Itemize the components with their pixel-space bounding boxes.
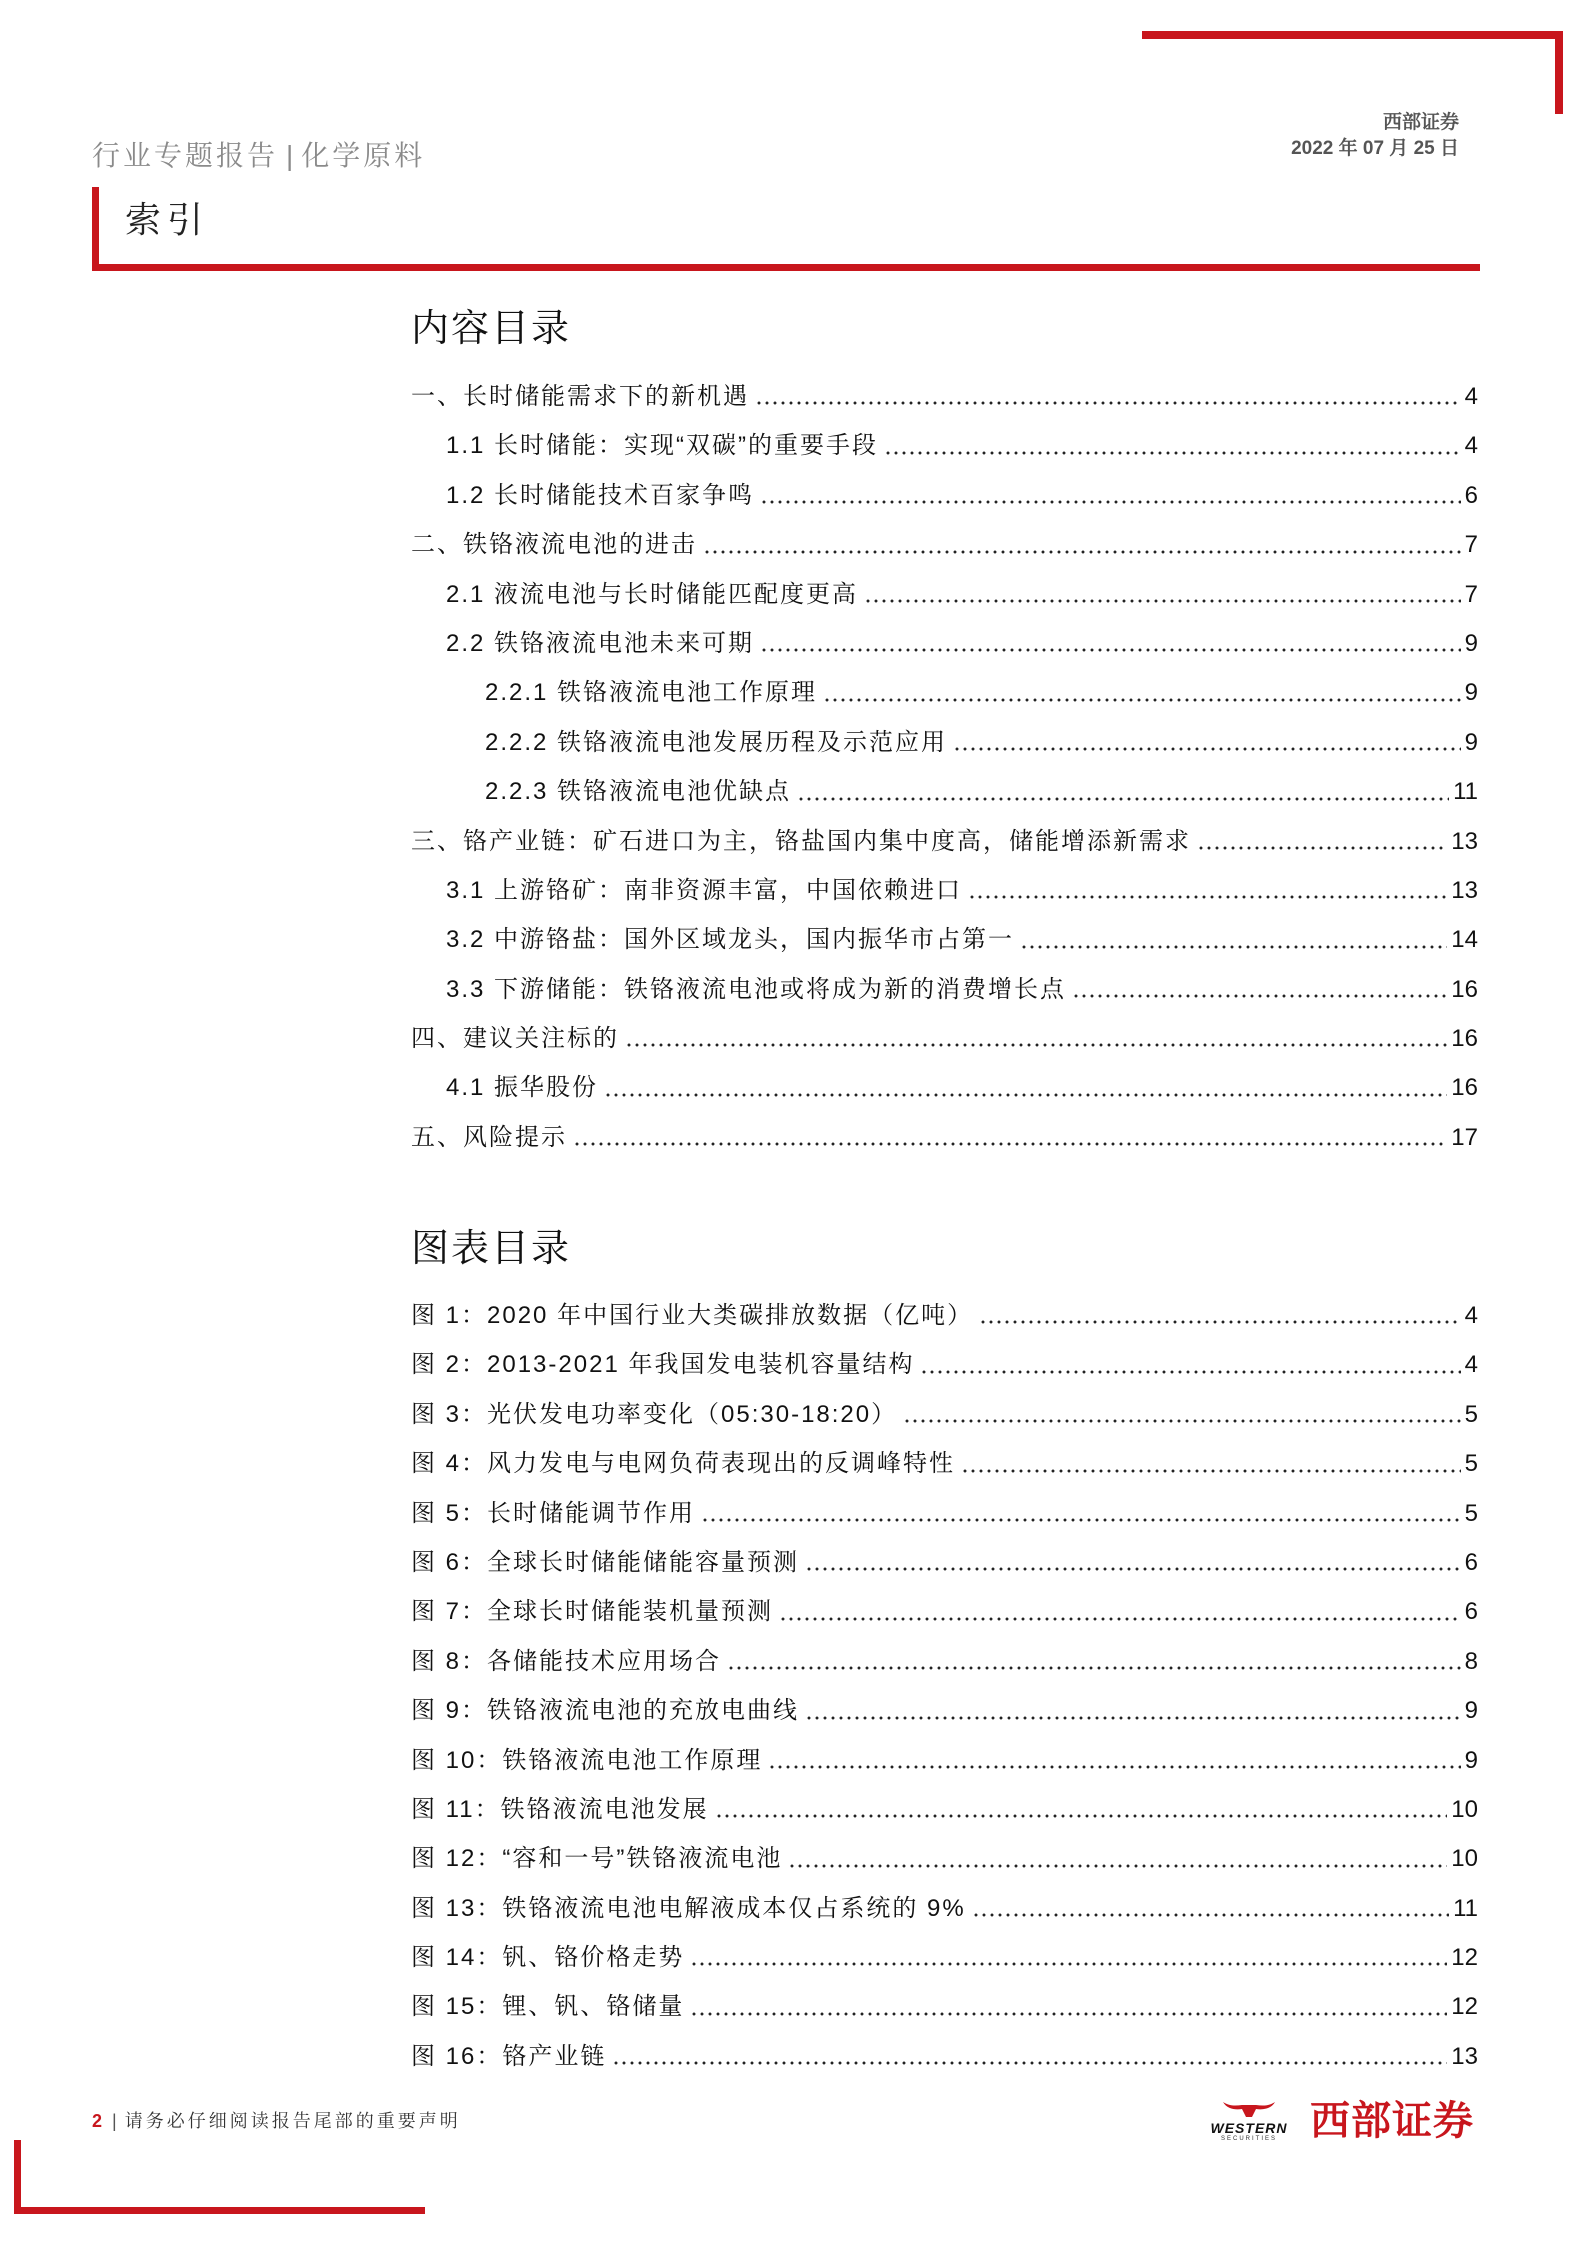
figure-entry[interactable] xyxy=(411,2032,1478,2081)
toc-entry-page: 7 xyxy=(1464,531,1478,559)
figure-entry-label: 图 1：2020 年中国行业大类碳排放数据（亿吨） xyxy=(411,1302,974,1329)
figure-entry-page: 12 xyxy=(1451,1993,1478,2021)
dot-leader xyxy=(715,1813,1448,1819)
dot-leader xyxy=(690,2011,1447,2017)
figure-entry[interactable] xyxy=(411,1785,1478,1834)
dot-leader xyxy=(805,1566,1461,1572)
toc-entry-page: 9 xyxy=(1464,728,1478,756)
toc-entry[interactable] xyxy=(411,1063,1478,1112)
figure-entry[interactable] xyxy=(411,1834,1478,1883)
toc-entry[interactable] xyxy=(411,915,1478,964)
toc-entry[interactable] xyxy=(411,866,1478,915)
dot-leader xyxy=(823,697,1461,703)
figure-entry-page: 4 xyxy=(1464,1302,1478,1329)
dot-leader xyxy=(760,647,1461,653)
toc-entry[interactable] xyxy=(411,421,1478,470)
disclaimer-note: 请务必仔细阅读报告尾部的重要声明 xyxy=(124,2111,461,2131)
toc-entry-page: 14 xyxy=(1451,926,1478,954)
toc-entry[interactable] xyxy=(411,570,1478,619)
figure-entry-label: 图 5：长时储能调节作用 xyxy=(411,1499,696,1527)
dot-leader xyxy=(701,1517,1461,1523)
figure-entry-label: 图 15：锂、钒、铬储量 xyxy=(411,1993,685,2021)
footer-separator: | xyxy=(112,2111,117,2131)
dot-leader xyxy=(1197,845,1447,851)
figure-entry[interactable] xyxy=(411,1439,1478,1488)
dot-leader xyxy=(903,1418,1461,1424)
toc-entry[interactable] xyxy=(411,668,1478,717)
figure-entry-label: 图 12：“容和一号”铁铬液流电池 xyxy=(411,1845,783,1873)
dot-leader xyxy=(968,894,1447,900)
figure-entry[interactable] xyxy=(411,1933,1478,1982)
toc-entry-label: 一、长时储能需求下的新机遇 xyxy=(411,383,749,410)
toc-entry-page: 11 xyxy=(1453,778,1478,806)
company-logo-mark xyxy=(1204,2100,1294,2143)
corner-bracket-top-vertical xyxy=(1555,31,1563,114)
figure-entry[interactable] xyxy=(411,1686,1478,1735)
toc-entry[interactable] xyxy=(411,718,1478,767)
figure-entry-page: 5 xyxy=(1464,1400,1478,1428)
dot-leader xyxy=(727,1665,1461,1671)
toc-entry-label: 1.2 长时储能技术百家争鸣 xyxy=(446,481,755,509)
toc-entry-label: 2.2.3 铁铬液流电池优缺点 xyxy=(485,778,792,806)
dot-leader xyxy=(961,1468,1461,1474)
toc-entry-label: 3.1 上游铬矿：南非资源丰富，中国依赖进口 xyxy=(446,876,963,904)
figure-entry[interactable] xyxy=(411,1884,1478,1933)
toc-entry[interactable] xyxy=(411,619,1478,668)
logo-subtitle: SECURITIES xyxy=(1220,2136,1277,2142)
dot-leader xyxy=(972,1912,1449,1918)
contents-list xyxy=(411,372,1478,1162)
dot-leader xyxy=(612,2060,1447,2066)
toc-entry[interactable] xyxy=(411,817,1478,866)
section-title: 索引 xyxy=(125,199,210,240)
figure-entry-page: 10 xyxy=(1451,1795,1478,1823)
header-separator: | xyxy=(286,140,294,171)
toc-entry[interactable] xyxy=(411,1113,1478,1162)
toc-entry-label: 2.2.1 铁铬液流电池工作原理 xyxy=(485,679,818,707)
figure-entry[interactable] xyxy=(411,1637,1478,1686)
corner-bracket-bottom-horizontal xyxy=(14,2207,425,2214)
toc-entry-label: 2.2.2 铁铬液流电池发展历程及示范应用 xyxy=(485,728,948,756)
toc-entry[interactable] xyxy=(411,471,1478,520)
figure-entry[interactable] xyxy=(411,1340,1478,1389)
page-number: 2 xyxy=(92,2111,103,2131)
figure-entry[interactable] xyxy=(411,1538,1478,1587)
figure-entry-label: 图 11：铁铬液流电池发展 xyxy=(411,1795,709,1823)
dot-leader xyxy=(884,450,1461,456)
page-footer xyxy=(92,2106,461,2136)
toc-entry-label: 三、铬产业链：矿石进口为主，铬盐国内集中度高，储能增添新需求 xyxy=(411,827,1191,855)
dot-leader xyxy=(625,1042,1447,1048)
dot-leader xyxy=(1072,993,1447,999)
header-rule xyxy=(92,264,1480,271)
toc-entry[interactable] xyxy=(411,372,1478,421)
figure-entry-page: 12 xyxy=(1451,1944,1478,1972)
report-type: 行业专题报告 xyxy=(92,140,279,171)
toc-entry[interactable] xyxy=(411,1014,1478,1063)
figure-entry[interactable] xyxy=(411,1587,1478,1636)
figure-entry-label: 图 8：各储能技术应用场合 xyxy=(411,1647,722,1675)
figure-entry-label: 图 14：钒、铬价格走势 xyxy=(411,1944,685,1972)
figure-entry-label: 图 13：铁铬液流电池电解液成本仅占系统的 9% xyxy=(411,1894,966,1922)
report-category xyxy=(92,136,425,176)
dot-leader xyxy=(760,499,1461,505)
figure-entry-label: 图 2：2013-2021 年我国发电装机容量结构 xyxy=(411,1351,915,1379)
dot-leader xyxy=(690,1961,1447,1967)
toc-entry-page: 13 xyxy=(1451,876,1478,904)
toc-entry-label: 2.1 液流电池与长时储能匹配度更高 xyxy=(446,580,859,608)
industry-name: 化学原料 xyxy=(301,140,426,171)
corner-bracket-top-horizontal xyxy=(1142,31,1563,39)
toc-entry-page: 9 xyxy=(1464,629,1478,657)
toc-entry-label: 2.2 铁铬液流电池未来可期 xyxy=(446,629,755,657)
toc-entry-label: 1.1 长时储能：实现“双碳”的重要手段 xyxy=(446,432,879,460)
figure-entry-label: 图 3：光伏发电功率变化（05:30-18:20） xyxy=(411,1400,898,1428)
toc-entry-label: 3.3 下游储能：铁铬液流电池或将成为新的消费增长点 xyxy=(446,975,1067,1003)
figure-entry-page: 8 xyxy=(1464,1647,1478,1675)
corner-bracket-bottom-vertical xyxy=(14,2140,21,2214)
toc-entry-page: 6 xyxy=(1464,481,1478,509)
figures-heading: 图表目录 xyxy=(411,1228,572,1270)
toc-entry-label: 4.1 振华股份 xyxy=(446,1074,599,1102)
toc-entry-page: 7 xyxy=(1464,580,1478,608)
figure-entry-page: 5 xyxy=(1464,1450,1478,1478)
dot-leader xyxy=(920,1369,1460,1375)
toc-entry[interactable] xyxy=(411,965,1478,1014)
dot-leader xyxy=(604,1092,1447,1098)
figure-entry[interactable] xyxy=(411,1390,1478,1439)
toc-entry-label: 五、风险提示 xyxy=(411,1123,567,1151)
toc-entry-page: 16 xyxy=(1451,1074,1478,1102)
figure-entry[interactable] xyxy=(411,1291,1478,1340)
toc-entry-page: 4 xyxy=(1464,383,1478,410)
figure-entry-page: 11 xyxy=(1453,1894,1478,1922)
dot-leader xyxy=(779,1616,1461,1622)
company-logo-text: 西部证券 xyxy=(1310,2099,1474,2143)
header-company: 西部证券 xyxy=(1382,112,1459,133)
dot-leader xyxy=(755,400,1461,406)
toc-entry-page: 9 xyxy=(1464,679,1478,707)
dot-leader xyxy=(768,1764,1460,1770)
figure-entry-label: 图 9：铁铬液流电池的充放电曲线 xyxy=(411,1697,800,1725)
figure-entry-page: 9 xyxy=(1464,1746,1478,1774)
toc-entry-page: 4 xyxy=(1464,432,1478,460)
figures-list xyxy=(411,1291,1478,2081)
dot-leader xyxy=(979,1319,1461,1325)
dot-leader xyxy=(788,1863,1447,1869)
toc-entry-label: 二、铁铬液流电池的进击 xyxy=(411,531,697,559)
contents-heading: 内容目录 xyxy=(411,308,572,350)
figure-entry[interactable] xyxy=(411,1736,1478,1785)
figure-entry-page: 6 xyxy=(1464,1548,1478,1576)
section-marker-bar xyxy=(92,187,99,271)
figure-entry-label: 图 4：风力发电与电网负荷表现出的反调峰特性 xyxy=(411,1450,956,1478)
toc-entry-page: 16 xyxy=(1451,975,1478,1003)
toc-entry[interactable] xyxy=(411,767,1478,816)
dot-leader xyxy=(797,796,1449,802)
figure-entry-page: 5 xyxy=(1464,1499,1478,1527)
toc-entry-page: 16 xyxy=(1451,1025,1478,1053)
figure-entry[interactable] xyxy=(411,1982,1478,2031)
figure-entry-page: 4 xyxy=(1464,1351,1478,1379)
toc-entry-label: 四、建议关注标的 xyxy=(411,1025,619,1053)
toc-entry-page: 13 xyxy=(1451,827,1478,855)
figure-entry-label: 图 10：铁铬液流电池工作原理 xyxy=(411,1746,763,1774)
header-date: 2022 年 07 月 25 日 xyxy=(1291,138,1459,159)
toc-entry-page: 17 xyxy=(1451,1123,1478,1151)
dot-leader xyxy=(573,1141,1447,1147)
bull-icon xyxy=(1221,2100,1277,2120)
figure-entry-page: 10 xyxy=(1451,1845,1478,1873)
figure-entry[interactable] xyxy=(411,1489,1478,1538)
dot-leader xyxy=(703,549,1461,555)
logo-wordmark: WESTERN xyxy=(1210,2120,1288,2136)
dot-leader xyxy=(953,746,1461,752)
figure-entry-page: 13 xyxy=(1451,2042,1478,2070)
dot-leader xyxy=(864,598,1461,604)
figure-entry-label: 图 16：铬产业链 xyxy=(411,2042,607,2070)
figure-entry-page: 9 xyxy=(1464,1697,1478,1725)
dot-leader xyxy=(1020,944,1447,950)
toc-entry[interactable] xyxy=(411,520,1478,569)
figure-entry-label: 图 6：全球长时储能储能容量预测 xyxy=(411,1548,800,1576)
dot-leader xyxy=(805,1715,1461,1721)
figure-entry-page: 6 xyxy=(1464,1598,1478,1626)
toc-entry-label: 3.2 中游铬盐：国外区域龙头，国内振华市占第一 xyxy=(446,926,1015,954)
figure-entry-label: 图 7：全球长时储能装机量预测 xyxy=(411,1598,774,1626)
